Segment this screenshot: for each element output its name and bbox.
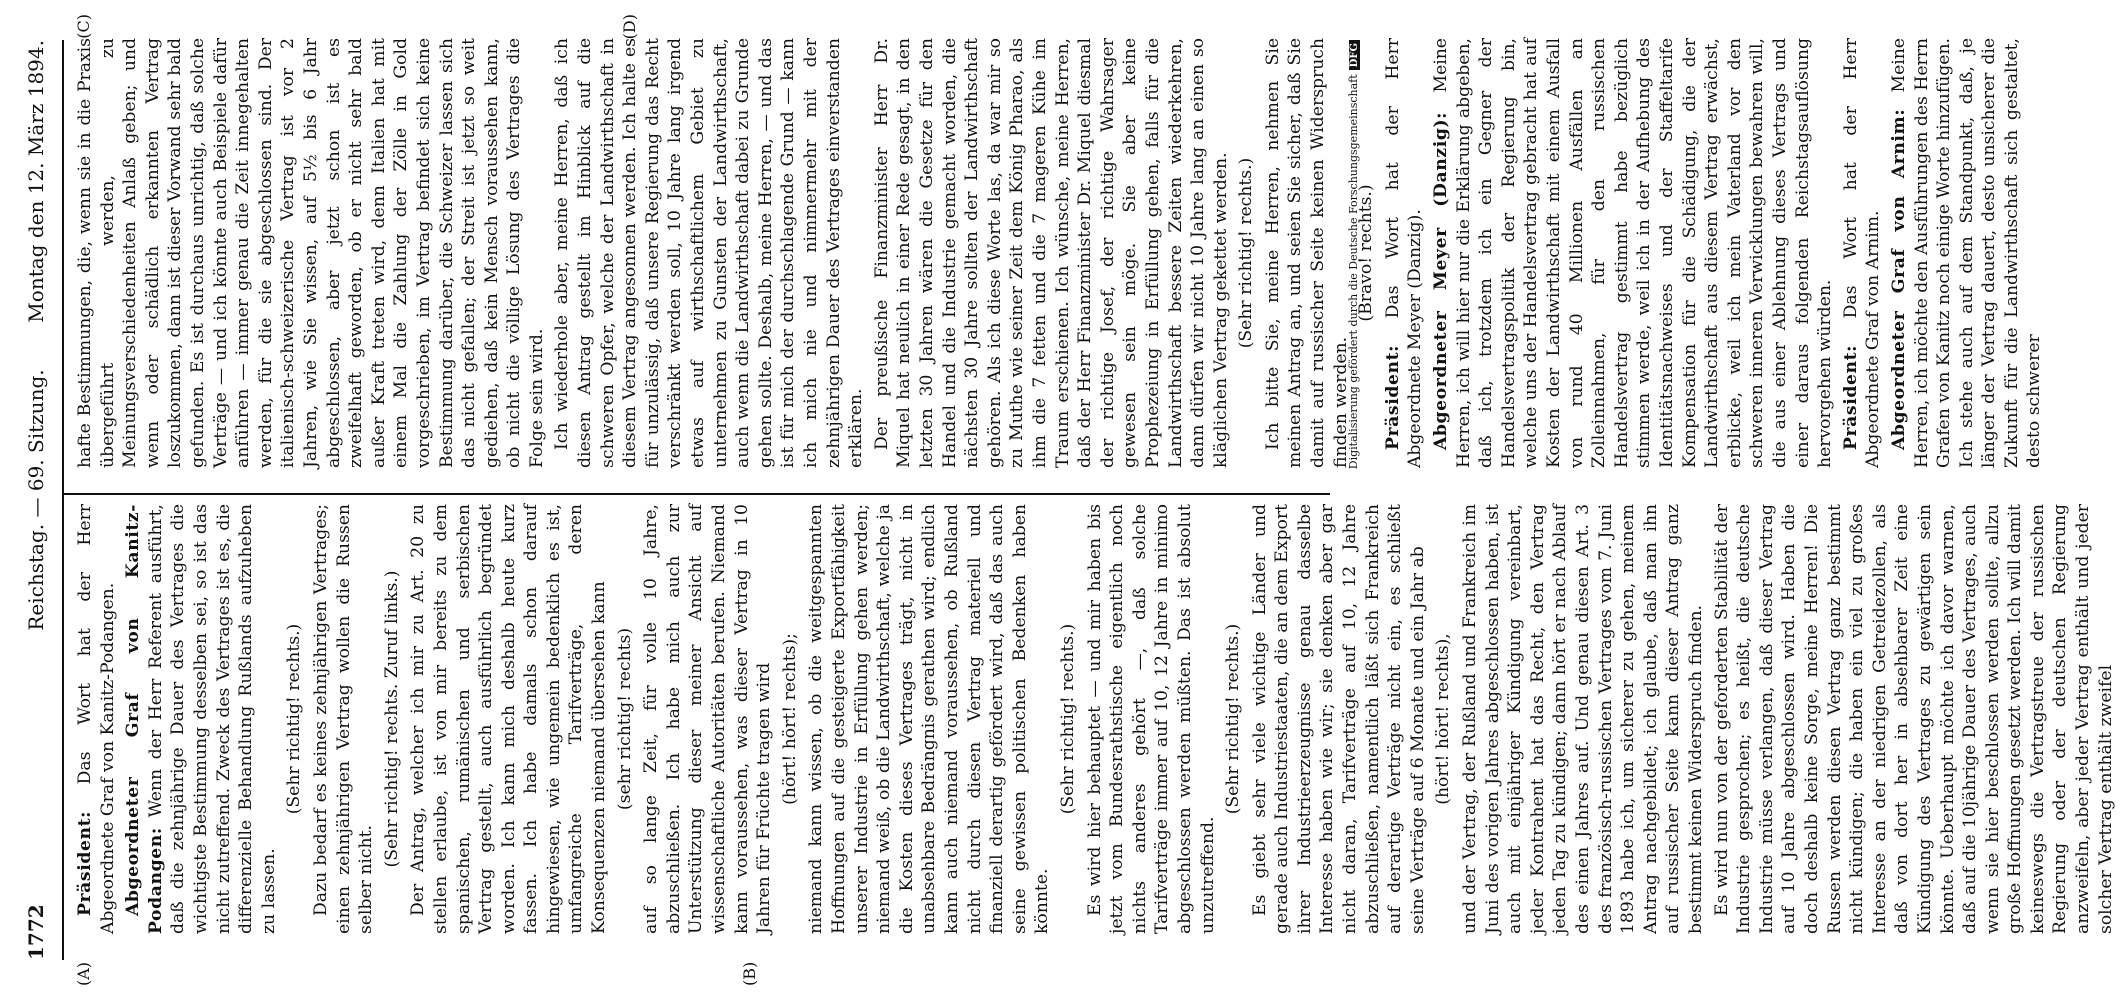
page-header [18, 40, 58, 960]
interjection: (hört! hört! rechts), [1433, 633, 1454, 805]
margin-marker-d: (D) [620, 14, 639, 40]
speaker-name: Präsident: [1840, 344, 1861, 450]
interjection: (hört! hört! rechts); [779, 633, 800, 805]
paragraph: Ich wiederhole aber, meine Herren, daß ich diesen Antrag gestellt im Hinblick auf die schweren Opfer, welche der Landwirthschaft in diesem Vertrag angesonnen werden. Ich halte es für unzulässig, daß unsere Regierung das Recht verschränkt werden soll, 10 Jahre lang irgend etwas auf wirthschaftlichem Gebiet zu unternehmen zu Gunsten der Landwirthschaft, auch wenn die Landwirthschaft dabei zu Grunde gehen sollte. Deshalb, meine Herren, — und das ist für mich der durchschlagende Grund — kann ich mich nie und nimmermehr mit der zehnjährigen Dauer des Vertrages einverstanden erklären. [552, 38, 867, 468]
speaker-name: Abgeordneter Meyer (Danzig): [1431, 111, 1452, 450]
margin-marker-c: (C) [74, 14, 93, 39]
page-number: 1772 [24, 904, 48, 960]
interjection: (Sehr richtig! rechts.) [1057, 623, 1078, 815]
digitization-credit [1347, 40, 1360, 960]
speaker-name: Präsident: [75, 810, 95, 916]
paragraph: auf so lange Zeit, für volle 10 Jahre, abzuschließen. Ich habe mich auch zur Unterstützung dieser meiner Ansicht auf wissenschaftliche Autoritäten berufen. Niemand kann voraussehen, was dieser Vertrag in 10 Jahren für Früchte tragen wird [641, 504, 775, 934]
interjection: (Sehr richtig! rechts.) [284, 623, 305, 815]
paragraph: Es wird hier behauptet — und mir haben bis jetzt vom Bundesrathstische eigentlich noch nichts anderes gehört —, daß solche Tarifverträge immer auf 10, 12 Jahre in minimo abgeschlossen werden müßten. Das ist absolut unzutreffend. [1084, 504, 1218, 934]
paragraph: Präsident: Das Wort hat der Herr Abgeordnete Meyer (Danzig). [1382, 38, 1426, 468]
paragraph: Der Antrag, welcher ich mir zu Art. 20 zu stellen erlaube, ist von mir bereits zu dem spanischen, rumänischen und serbischen Vertrag gestellt, auch ausführlich begründet worden. Ich kann mich deshalb heute kurz fassen. Ich habe damals schon darauf hingewiesen, wie ungemein bedenklich es ist, umfangreiche Tarifverträge, deren Konsequenzen niemand übersehen kann [408, 504, 610, 934]
paragraph: niemand kann wissen, ob die weitgespannten Hoffnungen auf die gesteigerte Exportfähigkeit unserer Industrie in Erfüllung gehen werden; niemand weiß, ob die Landwirthschaft, welche ja die Kosten dieses Vertrages trägt, nicht in unabsehbare Bedrängnis gerathen wird; endlich kann auch niemand voraussehen, ob Rußland nicht durch diesen Vertrag materiell und finanziell derartig gefördert wird, daß das auch seine gewissen politischen Bedenken haben könnte. [806, 504, 1053, 934]
paragraph: Abgeordneter Graf von Arnim: Meine Herren, ich möchte den Ausführungen des Herrn Grafen von Kanitz noch einige Worte hinzufügen. Ich stehe auch auf dem Standpunkt, daß, je länger der Vertrag dauert, desto unsicherer die Zukunft für die Landwirthschaft sich gestaltet, desto schwerer [1888, 38, 2045, 468]
session-date: Montag den 12. März 1894. [24, 40, 48, 323]
interjection: (Sehr richtig! rechts. Zuruf links.) [381, 570, 402, 868]
session-title: Reichstag. — 69. Sitzung. [24, 369, 48, 631]
interjection: (sehr richtig! rechts) [614, 627, 635, 811]
interjection: (Bravo! rechts.) [1356, 184, 1377, 322]
header-rule [62, 40, 64, 960]
paragraph: Präsident: Das Wort hat der Herr Abgeordnete Graf von Kanitz-Podangen. [75, 504, 118, 934]
paragraph: Präsident: Das Wort hat der Herr Abgeordnete Graf von Arnim. [1840, 38, 1884, 468]
right-column [74, 38, 2049, 468]
paragraph: hafte Bestimmungen, die, wenn sie in die Praxis übergeführt werden, zu Meinungsverschiedenheiten Anlaß geben; und wenn oder schädlich erkannten Vertrag loszukommen, dann ist dieser Vorwand sehr bald gefunden. Es ist durchaus unrichtig, daß solche Verträge — und ich könnte auch Beispiele dafür anführen — immer genau die Zeit innegehalten werden, für die sie abgeschlossen sind. Der italienisch-schweizerische Vertrag ist vor 2 Jahren, wie Sie wissen, auf 5½ bis 6 Jahr abgeschlossen, aber jetzt schon ist es zweifelhaft geworden, ob er nicht sehr bald außer Kraft treten wird, denn Italien hat mit einem Mal die Zahlung der Zölle in Gold vorgeschrieben, im Vertrag befindet sich keine Bestimmung darüber, die Schweizer lassen sich das nicht gefallen; der Streit ist jetzt so weit gediehen, daß kein Mensch voraussehen kann, ob nicht die völlige Lösung des Vertrages die Folge sein wird. [75, 38, 547, 468]
paragraph: Abgeordneter Meyer (Danzig): Meine Herren, ich will hier nur die Erklärung abgeben, daß ich, trotzdem ich ein Gegner der Handelsvertragspolitik der Regierung bin, welche uns der Handelsvertrag gebracht hat auf Kosten der Landwirthschaft mit einem Ausfall von rund 40 Millionen Ausfällen an Zolleinnahmen, für den russischen Handelsvertrag gestimmt habe bezüglich stimmen werde, weil ich in der Aufhebung des Identitätsnachweises und der Staffeltarife Kompensation für die Schädigung, die der Landwirthschaft aus diesem Vertrag erwächst, erblicke, weil ich mein Vaterland vor den schweren inneren Verwicklungen bewahren will, die aus einer Ablehnung dieses Vertrags und einer daraus folgenden Reichstagsauflösung hervorgehen würden. [1431, 38, 1836, 468]
paragraph: Der preußische Finanzminister Herr Dr. Miquel hat neulich in einer Rede gesagt, in den letzten 30 Jahren wären die Gesetze für den Handel und die Industrie gemacht worden, die nächsten 30 Jahre sollten der Landwirthschaft gehören. Als ich diese Worte las, da war mir so zu Muthe wie seiner Zeit dem König Pharao, als ihm die 7 fetten und die 7 mageren Kühe im Traum erschienen. Ich wünsche, meine Herren, daß der Herr Finanzminister Dr. Miquel diesmal der richtige Josef, der richtige Wahrsager gewesen sein möge. Sie aber keine Prophezeiung in Erfüllung gehen, falls für die Landwirthschaft bessere Zeiten wiederkehren, dann dürfen wir nicht 10 Jahre lang an einen so kläglichen Vertrag gekettet werden. [871, 38, 1231, 468]
paragraph: Es wird nun von der geforderten Stabilität der Industrie gesprochen; es heißt, die deutsche Industrie müsse verlangen, daß dieser Vertrag auf 10 Jahre abgeschlossen wird. Haben die doch deshalb keine Sorge, meine Herren! Die Russen werden diesen Vertrag ganz bestimmt nicht kündigen; die haben ein viel zu großes Interesse an der niedrigen Getreidezollen, als daß von dort her in absehbarer Zeit eine Kündigung des Vertrages zu gewärtigen sein könnte. Ueberhaupt möchte ich davor warnen, daß auf die 10jährige Dauer des Vertrages, auch wenn sie hier beschlossen werden sollte, allzu große Hoffnungen gesetzt werden. Ich will damit keineswegs die Vertragstreue der russischen Regierung oder der deutschen Regierung anzweifeln, aber jeder Vertrag enthält und jeder solcher Vertrag enthält zweifel [1711, 504, 2116, 934]
margin-marker-b: (B) [740, 961, 759, 986]
paragraph: Abgeordneter Graf von Kanitz-Podangen: Wenn der Herr Referent ausführt, daß die zehnjährige Dauer des Vertrages die wichtigste Bestimmung desselben sei, so ist das nicht zutreffend. Zweck des Vertrages ist es, die differenzielle Behandlung Rußlands aufzuheben zu lassen. [123, 504, 279, 934]
speaker-name: Präsident: [1382, 344, 1403, 450]
paragraph: Ich bitte Sie, meine Herren, nehmen Sie meinen Antrag an, und seien Sie sicher, daß Sie damit auf russischer Seite keinen Widerspruch finden werden. [1262, 38, 1351, 468]
interjection: (Sehr richtig! rechts.) [1236, 157, 1257, 349]
paragraph: Dazu bedarf es keines zehnjährigen Vertrages; einen zehnjährigen Vertrag wollen die Russen selber nicht. [310, 504, 377, 934]
paragraph: Es giebt sehr viele wichtige Länder und gerade auch Industriestaaten, die an dem Export ihrer Industrieerzeugnisse genau dasselbe Interesse haben wie wir; sie denken aber gar nicht daran, Tarifverträge auf 10, 12 Jahre abzuschließen, namentlich läßt sich Frankreich auf derartige Verträge nicht ein, es schließt seine Verträge auf 6 Monate und ein Jahr ab [1249, 504, 1428, 934]
dfg-logo: DFG [1349, 40, 1360, 70]
speaker-name: Abgeordneter Graf von Arnim: [1888, 108, 1909, 450]
left-column [74, 504, 2120, 934]
margin-marker-a: (A) [74, 961, 93, 986]
column-divider [64, 493, 1330, 495]
interjection: (Sehr richtig! rechts.) [1223, 623, 1244, 815]
paragraph: und der Vertrag, der Rußland und Frankreich im Juni des vorigen Jahres abgeschlossen haben, ist auch mit einjähriger Kündigung vereinbart, jeder Kontrahent hat das Recht, den Vertrag jeden Tag zu kündigen; dann hört er nach Ablauf des einen Jahres auf. Und genau diesen Art. 3 des französisch-russischen Vertrages vom 7. Juni 1893 habe ich, um sicherer zu gehen, meinem Antrag nachgebildet; ich glaube, daß man ihn auf russischer Seite kann dieser Antrag ganz bestimmt keinen Widerspruch finden. [1460, 504, 1706, 934]
speaker-name: Abgeordneter Graf von Kanitz-Podangen: [123, 504, 166, 934]
credit-text: Digitalisierung gefördert durch die Deutsche Forschungsgemeinschaft [1347, 74, 1360, 470]
